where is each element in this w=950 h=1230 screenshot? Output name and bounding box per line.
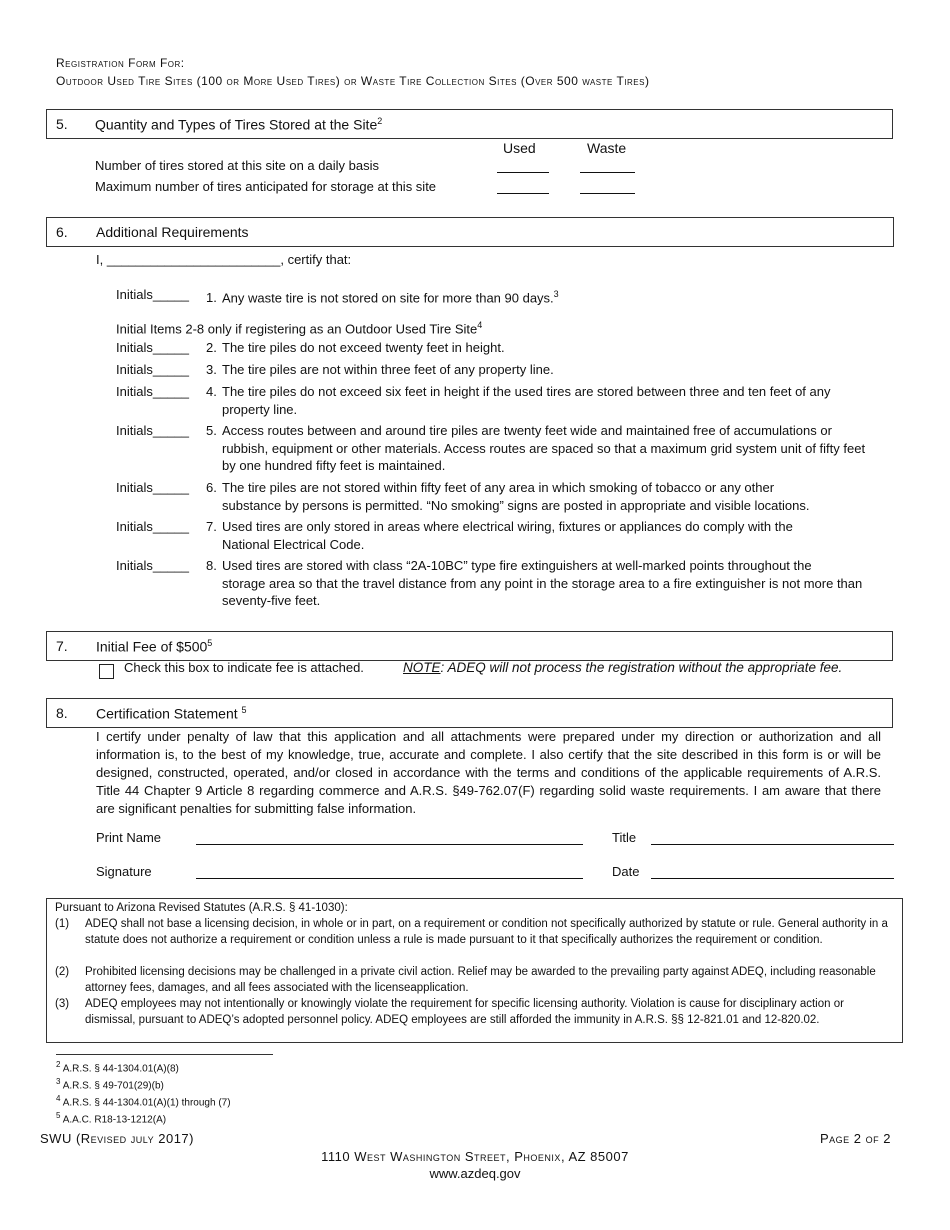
footnote-divider [56, 1054, 273, 1055]
statute-number-2: (2) [55, 966, 70, 978]
requirement-text-8-first: Used tires are stored with class “2A-10BC” type fire extinguishers at well-marked points throughout the [222, 558, 812, 573]
requirement-text-8 [206, 557, 874, 610]
footnote-3 [56, 1077, 164, 1091]
initials-field-8[interactable]: Initials_____ [116, 558, 189, 573]
section-5-header [46, 109, 893, 139]
requirement-text-6 [206, 479, 874, 514]
col-used-header: Used [503, 140, 536, 156]
section-5-title-text: Quantity and Types of Tires Stored at the Site [95, 116, 378, 133]
initials-field-7[interactable]: Initials_____ [116, 519, 189, 534]
footnote-4-text: A.R.S. § 44-1304.01(A)(1) through (7) [62, 1097, 231, 1109]
requirement-text-4-first: The tire piles do not exceed six feet in height if the used tires are stored between three and ten feet of any [222, 384, 831, 399]
statutes-box [46, 898, 903, 1043]
requirement-number-2: 2. [206, 340, 217, 355]
fee-checkbox-label: Check this box to indicate fee is attached. [124, 660, 364, 675]
footnote-3-text: A.R.S. § 49-701(29)(b) [62, 1080, 164, 1092]
fee-note-label: NOTE [403, 660, 441, 675]
footer-website[interactable]: www.azdeq.gov [429, 1166, 521, 1181]
section-8-title-sup: 5 [241, 705, 247, 715]
section-7-title-text: Initial Fee of $500 [96, 638, 208, 655]
used-tire-subheading-text: Initial Items 2-8 only if registering as an Outdoor Used Tire Site [116, 321, 478, 337]
requirement-text-4 [206, 383, 874, 418]
requirement-text-1-body: Any waste tire is not stored on site for more than 90 days. [222, 290, 554, 306]
used-tire-subheading-sup: 4 [477, 320, 483, 330]
signature-field[interactable] [196, 878, 583, 879]
requirement-text-6-first: The tire piles are not stored within fifty feet of any area in which smoking of tobacco or any other [222, 480, 775, 495]
daily-used-field[interactable] [497, 172, 549, 173]
requirement-number-1: 1. [206, 290, 217, 306]
statute-text-2: Prohibited licensing decisions may be challenged in a private civil action. Relief may be awarded to the prevailing party against ADEQ, including reasonable attorney fees, damages, and all fees associated with the licenseapplication. [85, 966, 876, 994]
requirement-text-5-rest: rubbish, equipment or other materials. Access routes are spaced so that a maximum grid system unit of fifty feet by one hundred fifty feet is maintained. [222, 440, 866, 473]
daily-waste-field[interactable] [580, 172, 635, 173]
requirement-text-2 [206, 339, 874, 357]
section-5-number: 5. [56, 116, 68, 132]
footnote-3-num: 3 [56, 1077, 61, 1086]
date-label: Date [612, 864, 640, 879]
footnote-2-text: A.R.S. § 44-1304.01(A)(8) [62, 1063, 179, 1075]
form-header-line1: Registration Form For: [56, 56, 185, 70]
initials-field-6[interactable]: Initials_____ [116, 480, 189, 495]
used-tire-subheading [116, 320, 482, 336]
section-7-header [46, 631, 893, 661]
requirement-number-7: 7. [206, 519, 217, 534]
title-field[interactable] [651, 844, 894, 845]
page-number: Page 2 of 2 [820, 1131, 891, 1146]
requirement-number-3: 3. [206, 362, 217, 377]
initials-field-1[interactable]: Initials_____ [116, 287, 189, 302]
statute-text-3: ADEQ employees may not intentionally or knowingly violate the requirement for specific licensing authority. Violation is cause for disciplinary action or dismissal, pursuant to ADEQ’s adopted personnel policy. ADEQ employees are still afforded the immunity in A.R.S. §§ 12-821.01 and 12-820.02. [85, 998, 844, 1026]
requirement-text-7-first: Used tires are only stored in areas where electrical wiring, fixtures or appliances do comply with the [222, 519, 793, 534]
requirement-text-3 [206, 361, 874, 379]
statute-text-1: ADEQ shall not base a licensing decision, in whole or in part, on a requirement or condition not specifically authorized by statute or rule. General authority in a statute does not authorize a requirement or condition unless a rule is made pursuant to it that specifically authorizes the requirement or condition. [85, 918, 888, 946]
requirement-text-4-rest: property line. [222, 401, 298, 417]
requirement-number-5: 5. [206, 423, 217, 438]
initials-field-3[interactable]: Initials_____ [116, 362, 189, 377]
requirement-text-1-sup: 3 [553, 289, 559, 299]
max-tires-label: Maximum number of tires anticipated for storage at this site [95, 179, 437, 194]
section-7-number: 7. [56, 638, 68, 654]
requirement-text-5 [206, 422, 874, 475]
requirement-text-3-first: The tire piles are not within three feet of any property line. [222, 362, 554, 377]
section-5-title-sup: 2 [377, 116, 383, 126]
section-6-number: 6. [56, 224, 68, 240]
print-name-label: Print Name [96, 830, 162, 845]
requirement-text-7-rest: National Electrical Code. [222, 536, 365, 552]
requirement-text-2-first: The tire piles do not exceed twenty feet in height. [222, 340, 505, 355]
fee-attached-checkbox[interactable] [99, 664, 114, 679]
requirement-number-6: 6. [206, 480, 217, 495]
section-7-title-sup: 5 [207, 638, 213, 648]
footnote-4 [56, 1094, 231, 1108]
footnote-5-num: 5 [56, 1111, 61, 1120]
col-waste-header: Waste [587, 140, 627, 156]
statutes-heading: Pursuant to Arizona Revised Statutes (A.R.S. § 41-1030): [55, 902, 348, 914]
section-5-title [95, 116, 382, 133]
section-8-title [96, 705, 247, 722]
footnote-2 [56, 1060, 179, 1074]
footer-address: 1110 West Washington Street, Phoenix, AZ 85007 [321, 1149, 629, 1164]
section-8-title-text: Certification Statement [96, 705, 238, 722]
form-id: SWU (Revised july 2017) [40, 1131, 194, 1146]
fee-note-text: : ADEQ will not process the registration without the appropriate fee. [440, 660, 843, 675]
footnote-5-text: A.A.C. R18-13-1212(A) [62, 1114, 167, 1126]
requirement-number-8: 8. [206, 558, 217, 573]
requirement-text-1 [206, 286, 874, 307]
requirement-number-4: 4. [206, 384, 217, 399]
footnote-4-num: 4 [56, 1094, 61, 1103]
requirement-text-8-rest: storage area so that the travel distance from any point in the storage area to a fire extinguisher is not more than seventy-five feet. [222, 575, 863, 608]
title-label: Title [612, 830, 637, 845]
requirement-text-6-rest: substance by persons is permitted. “No smoking” signs are posted in appropriate and visible locations. [222, 497, 810, 513]
initials-field-4[interactable]: Initials_____ [116, 384, 189, 399]
statute-number-1: (1) [55, 918, 70, 930]
section-7-title [96, 638, 212, 655]
form-header-line2: Outdoor Used Tire Sites (100 or More Used Tires) or Waste Tire Collection Sites (Over 500 waste Tires) [56, 74, 650, 88]
section-8-number: 8. [56, 705, 68, 721]
section-6-title: Additional Requirements [96, 224, 249, 240]
requirement-text-5-first: Access routes between and around tire piles are twenty feet wide and maintained free of accumulations or [222, 423, 832, 438]
initials-field-5[interactable]: Initials_____ [116, 423, 189, 438]
certify-name-line[interactable]: I, ________________________, certify that: [96, 252, 352, 267]
fee-note [403, 660, 842, 675]
max-used-field[interactable] [497, 193, 549, 194]
statute-number-3: (3) [55, 998, 70, 1010]
certification-statement: I certify under penalty of law that this application and all attachments were prepared under my direction or authorization and all information is, to the best of my knowledge, true, accurate and complete. I also certify that the site described in this form is or will be designed, constructed, operated, and/or closed in accordance with the terms and conditions of the applicable requirements of A.R.S. Title 44 Chapter 9 Article 8 regarding commerce and A.R.S. §49-762.07(F) regarding solid waste requirements. I am aware that there are significant penalties for submitting false information. [96, 729, 881, 816]
print-name-field[interactable] [196, 844, 583, 845]
section-8-header [46, 698, 893, 728]
date-field[interactable] [651, 878, 894, 879]
footnote-5 [56, 1111, 166, 1125]
daily-tires-label: Number of tires stored at this site on a daily basis [95, 158, 379, 173]
initials-field-2[interactable]: Initials_____ [116, 340, 189, 355]
signature-label: Signature [96, 864, 152, 879]
requirement-text-7 [206, 518, 874, 553]
max-waste-field[interactable] [580, 193, 635, 194]
footnote-2-num: 2 [56, 1060, 61, 1069]
section-6-header [46, 217, 894, 247]
